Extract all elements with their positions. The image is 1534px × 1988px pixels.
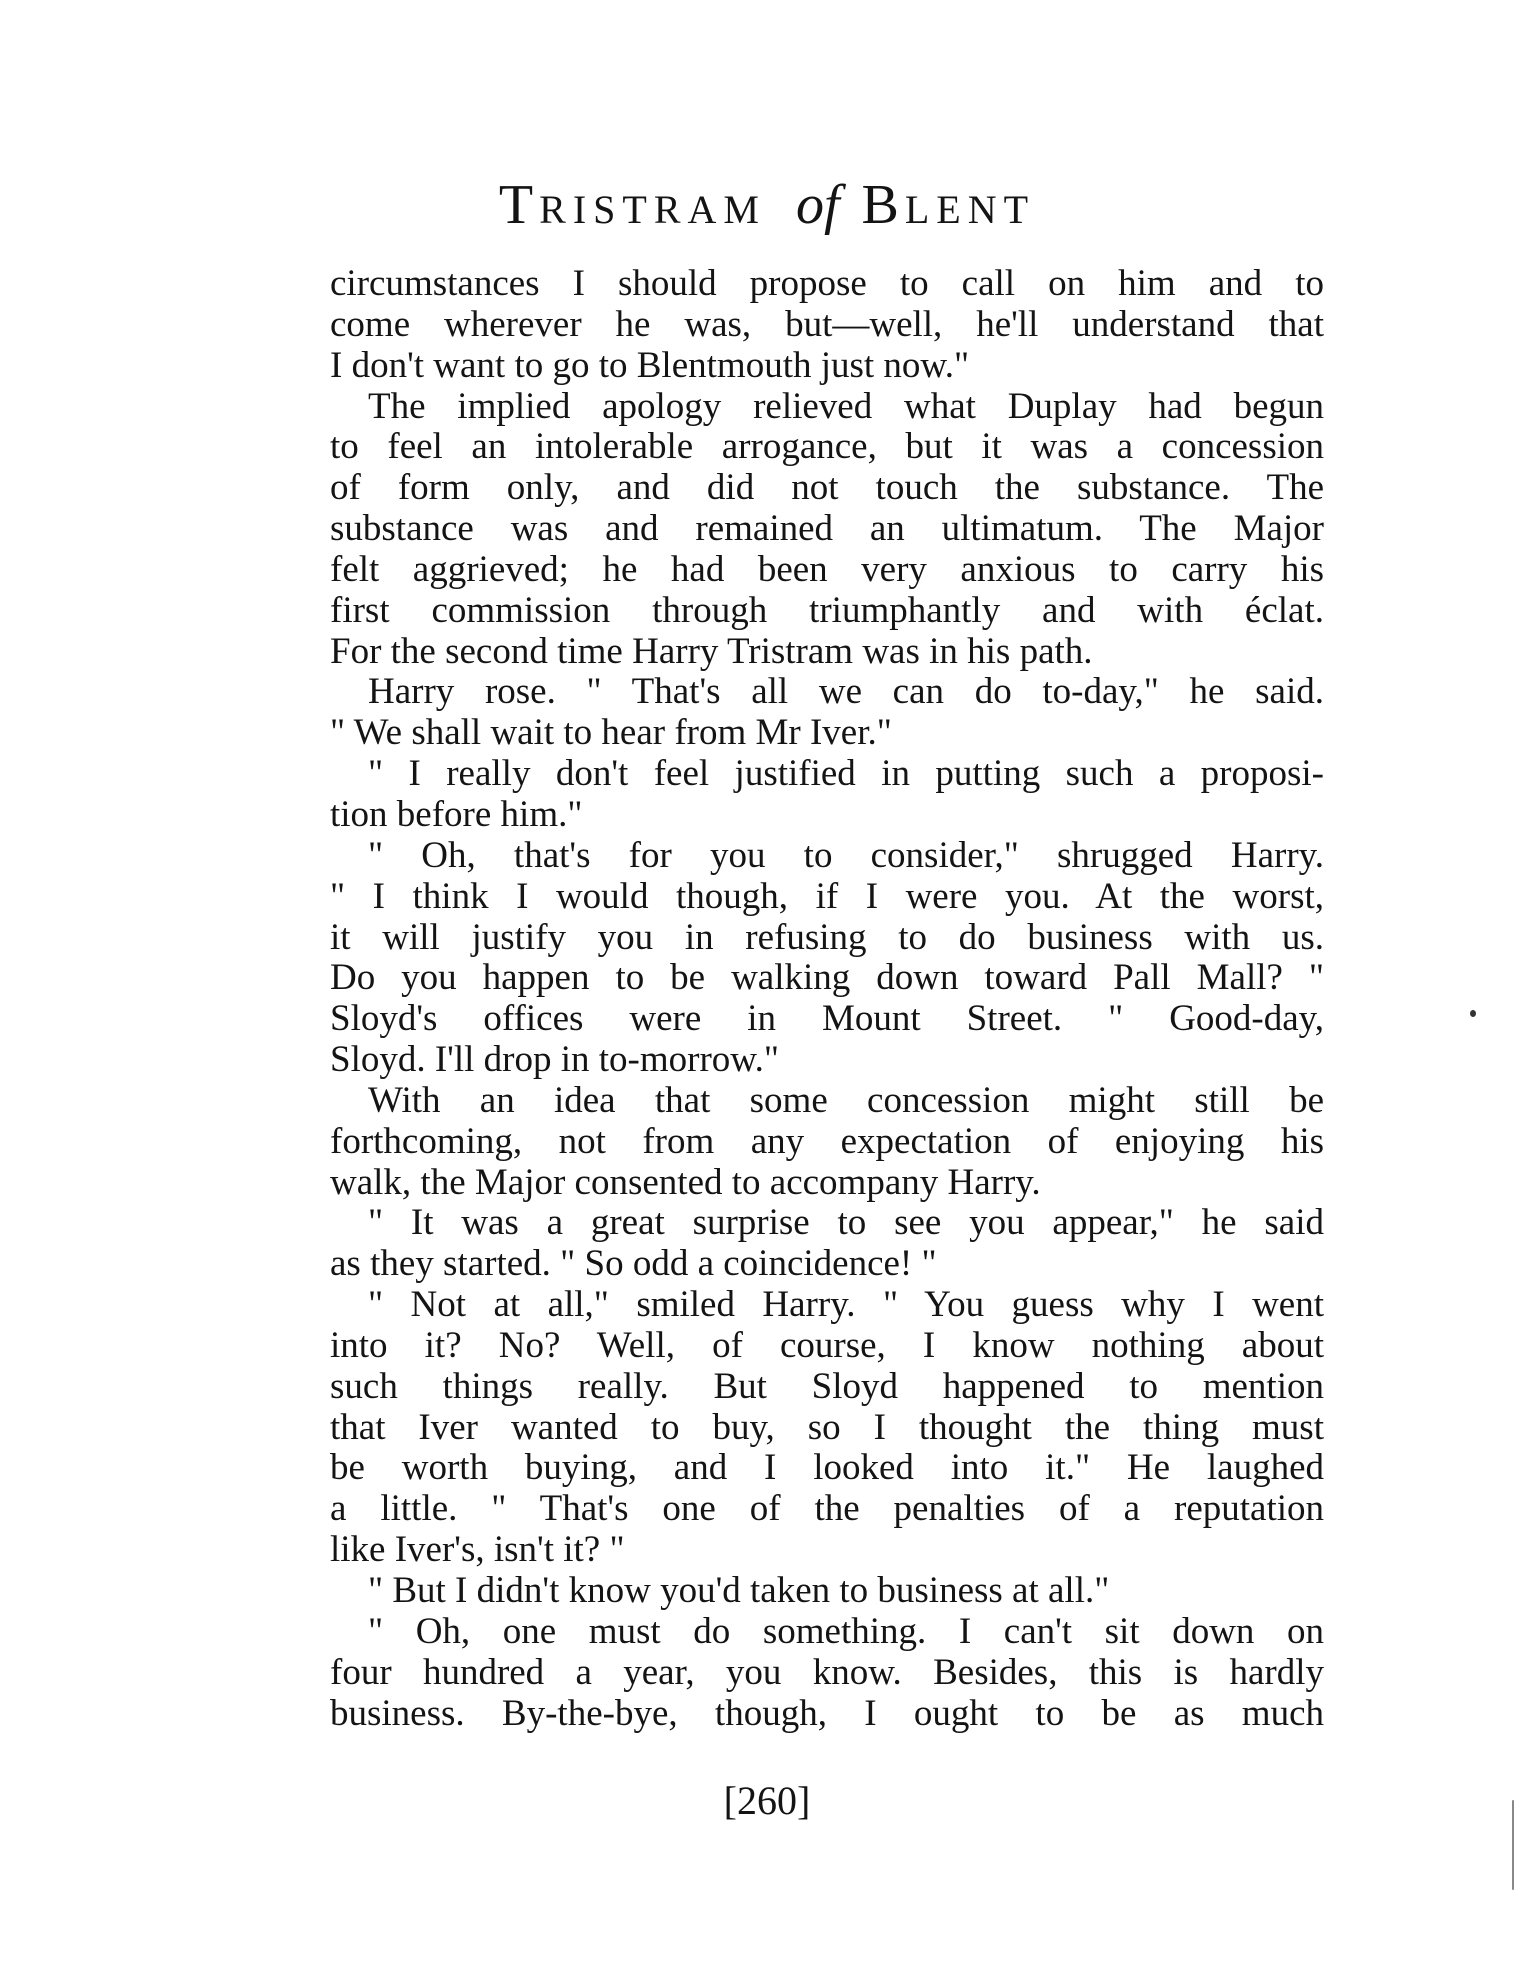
title-initial-t: T	[498, 174, 540, 236]
text-line: it will justify you in refusing to do business with us.	[330, 916, 1324, 958]
text-line: " I really don't feel justified in putting such a proposi-	[368, 753, 1324, 795]
text-line: felt aggrieved; he had been very anxious to carry his	[330, 548, 1324, 590]
text-line: " It was a great surprise to see you appear," he said	[368, 1202, 1324, 1244]
text-line: " Oh, one must do something. I can't sit down on	[368, 1610, 1324, 1652]
body-text	[330, 264, 1324, 1734]
text-line: like Iver's, isn't it? "	[330, 1529, 625, 1571]
title-initial-b: B	[861, 174, 905, 236]
text-line: Do you happen to be walking down toward Pall Mall? "	[330, 957, 1324, 999]
text-line: " We shall wait to hear from Mr Iver."	[330, 712, 892, 754]
title-word-tristram: RISTRAM	[539, 187, 766, 232]
text-line: as they started. " So odd a coincidence! "	[330, 1243, 937, 1285]
text-line: With an idea that some concession might still be	[368, 1079, 1324, 1121]
text-line: come wherever he was, but—well, he'll understand that	[330, 303, 1324, 345]
text-line: " But I didn't know you'd taken to business at all."	[368, 1570, 1110, 1611]
text-line: " I think I would though, if I were you. At the worst,	[330, 875, 1324, 917]
text-line: such things really. But Sloyd happened to mention	[330, 1365, 1324, 1407]
text-line: substance was and remained an ultimatum. The Major	[330, 508, 1324, 550]
text-line: Harry rose. " That's all we can do to-day," he said.	[368, 671, 1324, 713]
text-line: that Iver wanted to buy, so I thought the thing must	[330, 1406, 1324, 1448]
scan-speck	[1470, 1010, 1476, 1017]
scan-speck	[1512, 1800, 1514, 1890]
text-line: walk, the Major consented to accompany Harry.	[330, 1161, 1041, 1203]
running-head	[0, 170, 1534, 245]
text-line: a little. " That's one of the penalties of a reputation	[330, 1488, 1324, 1530]
text-line: be worth buying, and I looked into it." He laughed	[330, 1447, 1324, 1489]
text-line: I don't want to go to Blentmouth just now."	[330, 344, 970, 386]
text-line: The implied apology relieved what Duplay had begun	[368, 385, 1324, 427]
text-line: tion before him."	[330, 793, 583, 835]
title-connector: of	[795, 174, 840, 236]
text-line: circumstances I should propose to call on him and to	[330, 263, 1324, 304]
title-word-blent: LENT	[904, 187, 1036, 232]
text-line: into it? No? Well, of course, I know nothing about	[330, 1324, 1324, 1366]
text-line: four hundred a year, you know. Besides, this is hardly	[330, 1651, 1324, 1693]
text-line: " Oh, that's for you to consider," shrugged Harry.	[368, 834, 1324, 876]
text-line: to feel an intolerable arrogance, but it was a concession	[330, 426, 1324, 468]
text-line: Sloyd. I'll drop in to-morrow."	[330, 1039, 779, 1081]
text-line: first commission through triumphantly and with éclat.	[330, 589, 1324, 631]
text-line: For the second time Harry Tristram was in his path.	[330, 630, 1093, 672]
text-line: Sloyd's offices were in Mount Street. " Good-day,	[330, 998, 1324, 1040]
text-line: business. By-the-bye, though, I ought to be as much	[330, 1692, 1324, 1734]
text-line: " Not at all," smiled Harry. " You guess why I went	[368, 1284, 1324, 1326]
page-number: [260]	[723, 1778, 811, 1823]
text-line: forthcoming, not from any expectation of enjoying his	[330, 1120, 1324, 1162]
text-line: of form only, and did not touch the substance. The	[330, 467, 1324, 509]
